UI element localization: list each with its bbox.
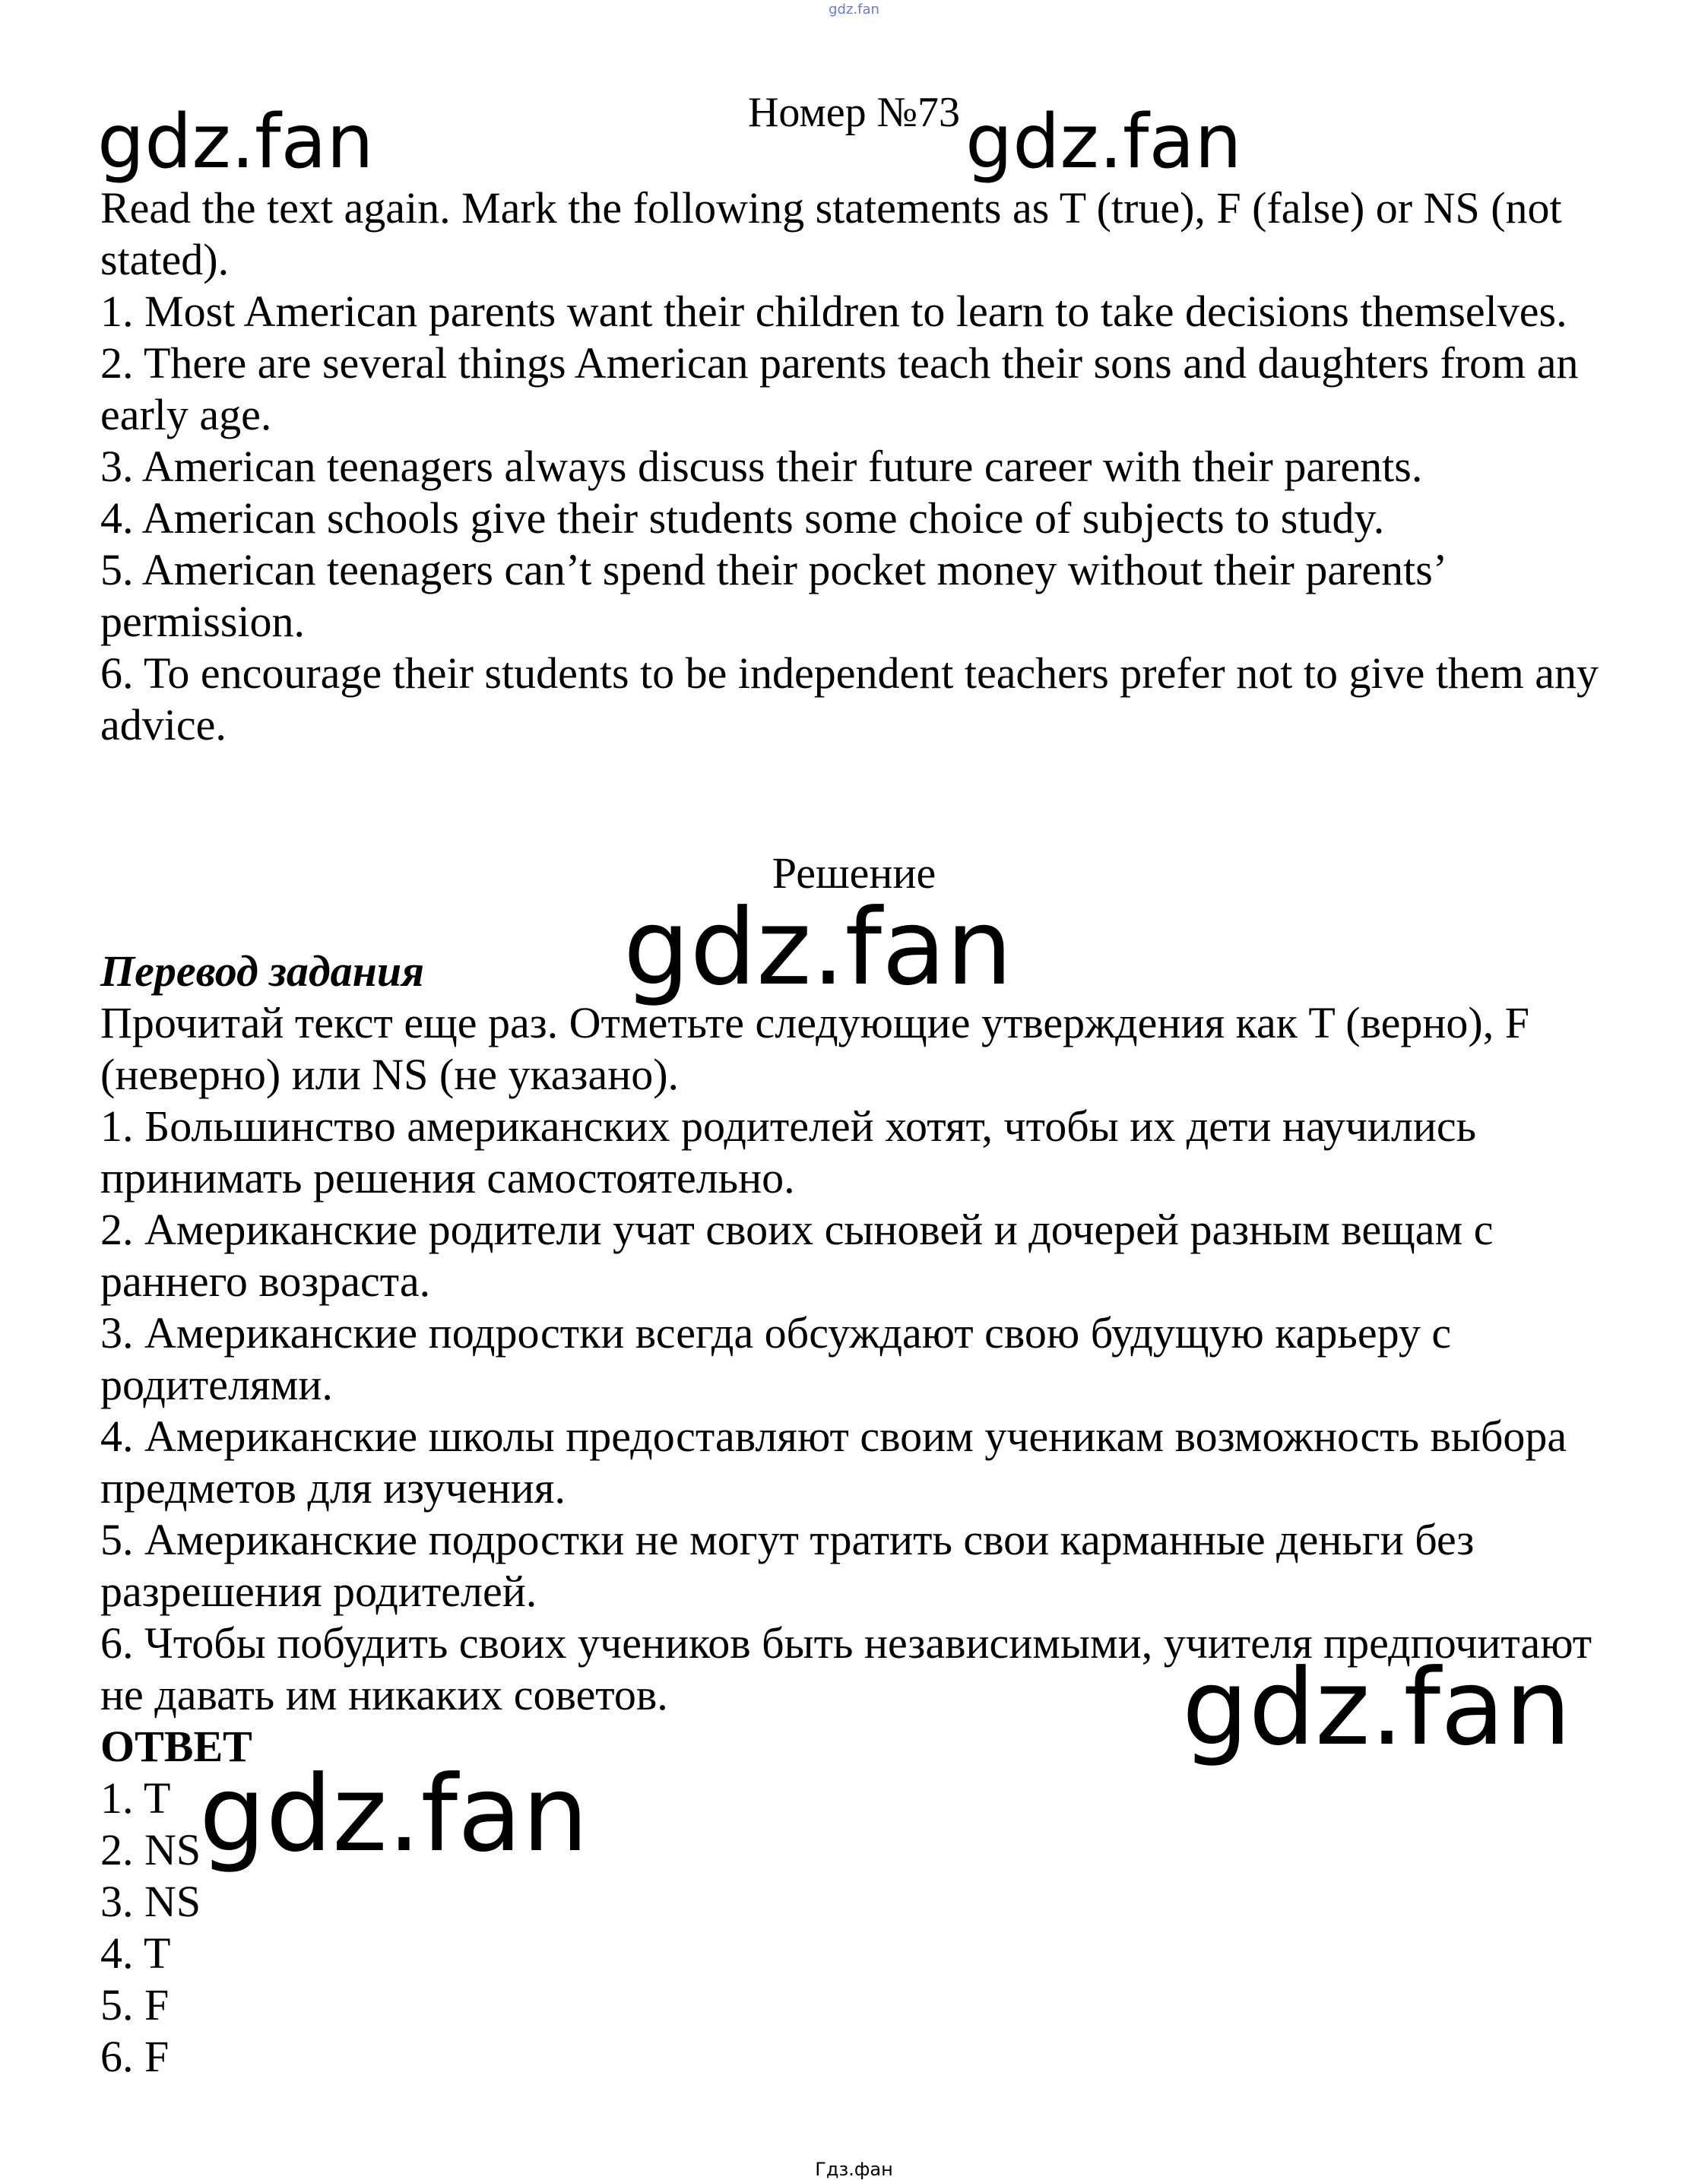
watermark: gdz.fan [965, 99, 1242, 185]
translation-statement: 5. Американские подростки не могут тратить свои карманные деньги без разрешения родителей. [100, 1515, 1475, 1616]
watermark: gdz.fan [1182, 1646, 1572, 1769]
task-statement: 1. Most American parents want their children to learn to take decisions themselves. [100, 287, 1567, 336]
top-watermark: gdz.fan [829, 2, 879, 17]
answer-item: 1. T [100, 1773, 171, 1823]
translation-statement: 6. Чтобы побудить своих учеников быть независимыми, учителя предпочитают не давать им никаких советов. [100, 1618, 1592, 1719]
translation-heading: Перевод задания [100, 946, 424, 996]
translation-instruction: Прочитай текст еще раз. Отметьте следующие утверждения как T (верно), F (неверно) или NS (не указано). [100, 998, 1529, 1099]
task-statement: 4. American schools give their students some choice of subjects to study. [100, 493, 1385, 543]
translation-statement: 1. Большинство американских родителей хотят, чтобы их дети научились принимать решения самостоятельно. [100, 1101, 1477, 1202]
answer-heading: ОТВЕТ [100, 1722, 252, 1771]
task-block [100, 182, 1621, 751]
solution-title: Решение [772, 848, 936, 898]
answer-item: 6. F [100, 2032, 170, 2081]
answer-item: 3. NS [100, 1877, 201, 1926]
translation-block [100, 946, 1621, 1721]
task-statement: 3. American teenagers always discuss their future career with their parents. [100, 442, 1423, 491]
task-instruction: Read the text again. Mark the following statements as T (true), F (false) or NS (not stated). [100, 183, 1562, 284]
watermark: gdz.fan [97, 99, 374, 185]
answer-item: 5. F [100, 1980, 170, 2029]
task-statement: 5. American teenagers can’t spend their pocket money without their parents’ permission. [100, 545, 1444, 646]
watermark: gdz.fan [623, 886, 1013, 1009]
task-statement: 2. There are several things American parents teach their sons and daughters from an early age. [100, 338, 1579, 439]
page-title: Номер №73 [747, 89, 961, 136]
task-statement: 6. To encourage their students to be independent teachers prefer not to give them any advice. [100, 648, 1599, 749]
footer-text: Гдз.фан [815, 2159, 893, 2180]
translation-statement: 2. Американские родители учат своих сыновей и дочерей разным вещам с раннего возраста. [100, 1205, 1494, 1306]
watermark: gdz.fan [199, 1753, 589, 1875]
answer-item: 2. NS [100, 1825, 201, 1874]
translation-statement: 3. Американские подростки всегда обсуждают свою будущую карьеру с родителями. [100, 1308, 1452, 1409]
answer-item: 4. T [100, 1928, 171, 1978]
translation-statement: 4. Американские школы предоставляют своим ученикам возможность выбора предметов для изучения. [100, 1412, 1567, 1513]
